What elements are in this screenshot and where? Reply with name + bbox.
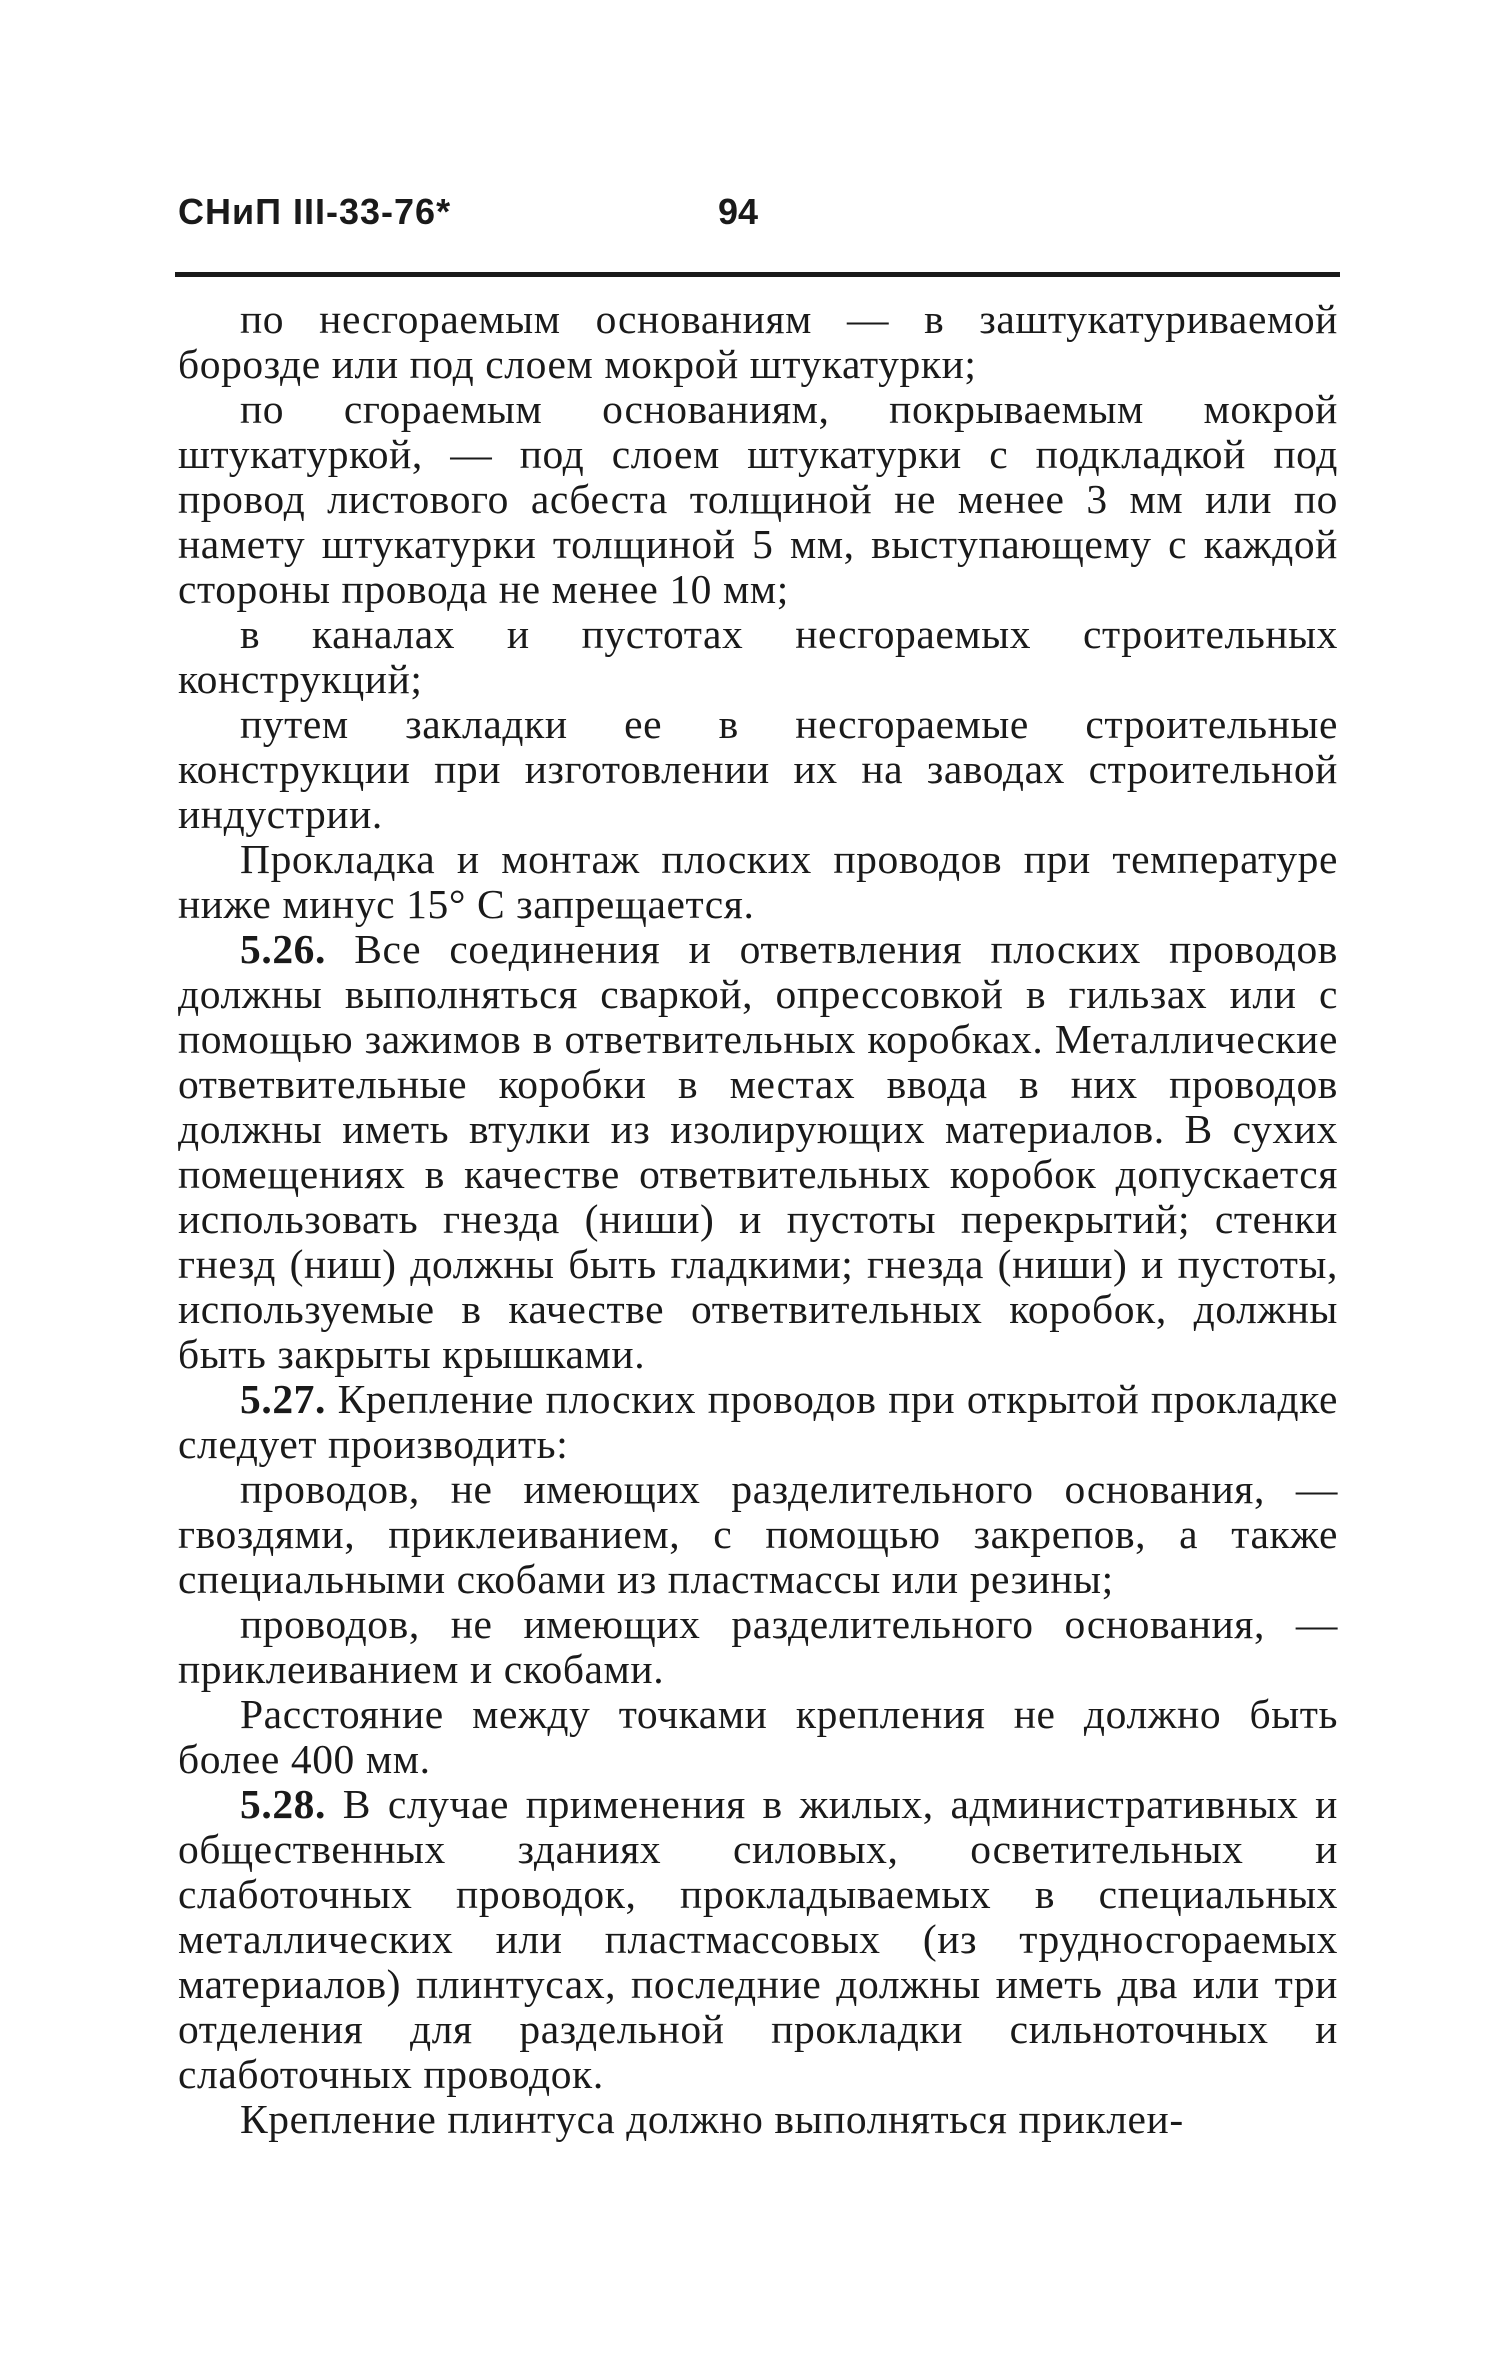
paragraph: проводов, не имеющих разделительного основания, — приклеиванием и скобами. — [178, 1601, 1338, 1692]
paragraph: по сгораемым основаниям, покрываемым мокрой штукатуркой, — под слоем штукатурки с подкладкой под провод листового асбеста толщиной не менее 3 мм или по намету штукатурки толщиной 5 мм, выступающему с каждой стороны провода не менее 10 мм; — [178, 386, 1338, 612]
document-code: СНиП III-33-76* — [178, 191, 452, 232]
section-5-26: 5.26. Все соединения и ответвления плоских проводов должны выполняться сваркой, опрессовкой в гильзах или с помощью зажимов в ответвительных коробках. Металлические ответвительные коробки в местах ввода в них проводов должны иметь втулки из изолирующих материалов. В сухих помещениях в качестве ответвительных коробок допускается использовать гнезда (ниши) и пустоты перекрытий; стенки гнезд (ниш) должны быть гладкими; гнезда (ниши) и пустоты, используемые в качестве ответвительных коробок, должны быть закрыты крышками. — [178, 926, 1338, 1377]
section-number: 5.28. — [240, 1781, 326, 1827]
header-rule — [175, 272, 1340, 277]
paragraph: в каналах и пустотах несгораемых строительных конструкций; — [178, 611, 1338, 702]
section-5-28: 5.28. В случае применения в жилых, административных и общественных зданиях силовых, осветительных и слаботочных проводок, прокладываемых в специальных металлических или пластмассовых (из трудносгораемых материалов) плинтусах, последние должны иметь два или три отделения для раздельной прокладки сильноточных и слаботочных проводок. — [178, 1781, 1338, 2097]
paragraph: по несгораемым основаниям — в заштукатуриваемой борозде или под слоем мокрой штукатурки; — [178, 296, 1338, 387]
section-number: 5.26. — [240, 926, 326, 972]
paragraph: Прокладка и монтаж плоских проводов при температуре ниже минус 15° С запрещается. — [178, 836, 1338, 927]
paragraph: Расстояние между точками крепления не должно быть более 400 мм. — [178, 1691, 1338, 1782]
paragraph: Крепление плинтуса должно выполняться приклеи- — [240, 2096, 1184, 2142]
paragraph: путем закладки ее в несгораемые строительные конструкции при изготовлении их на заводах строительной индустрии. — [178, 701, 1338, 837]
page-number: 94 — [718, 191, 759, 232]
section-number: 5.27. — [240, 1376, 326, 1422]
page-header — [178, 185, 1338, 245]
paragraph: проводов, не имеющих разделительного основания, — гвоздями, приклеиванием, с помощью закрепов, а также специальными скобами из пластмассы или резины; — [178, 1466, 1338, 1602]
body-text — [178, 297, 1338, 2142]
section-5-27: 5.27. Крепление плоских проводов при открытой прокладке следует производить: — [178, 1376, 1338, 1467]
